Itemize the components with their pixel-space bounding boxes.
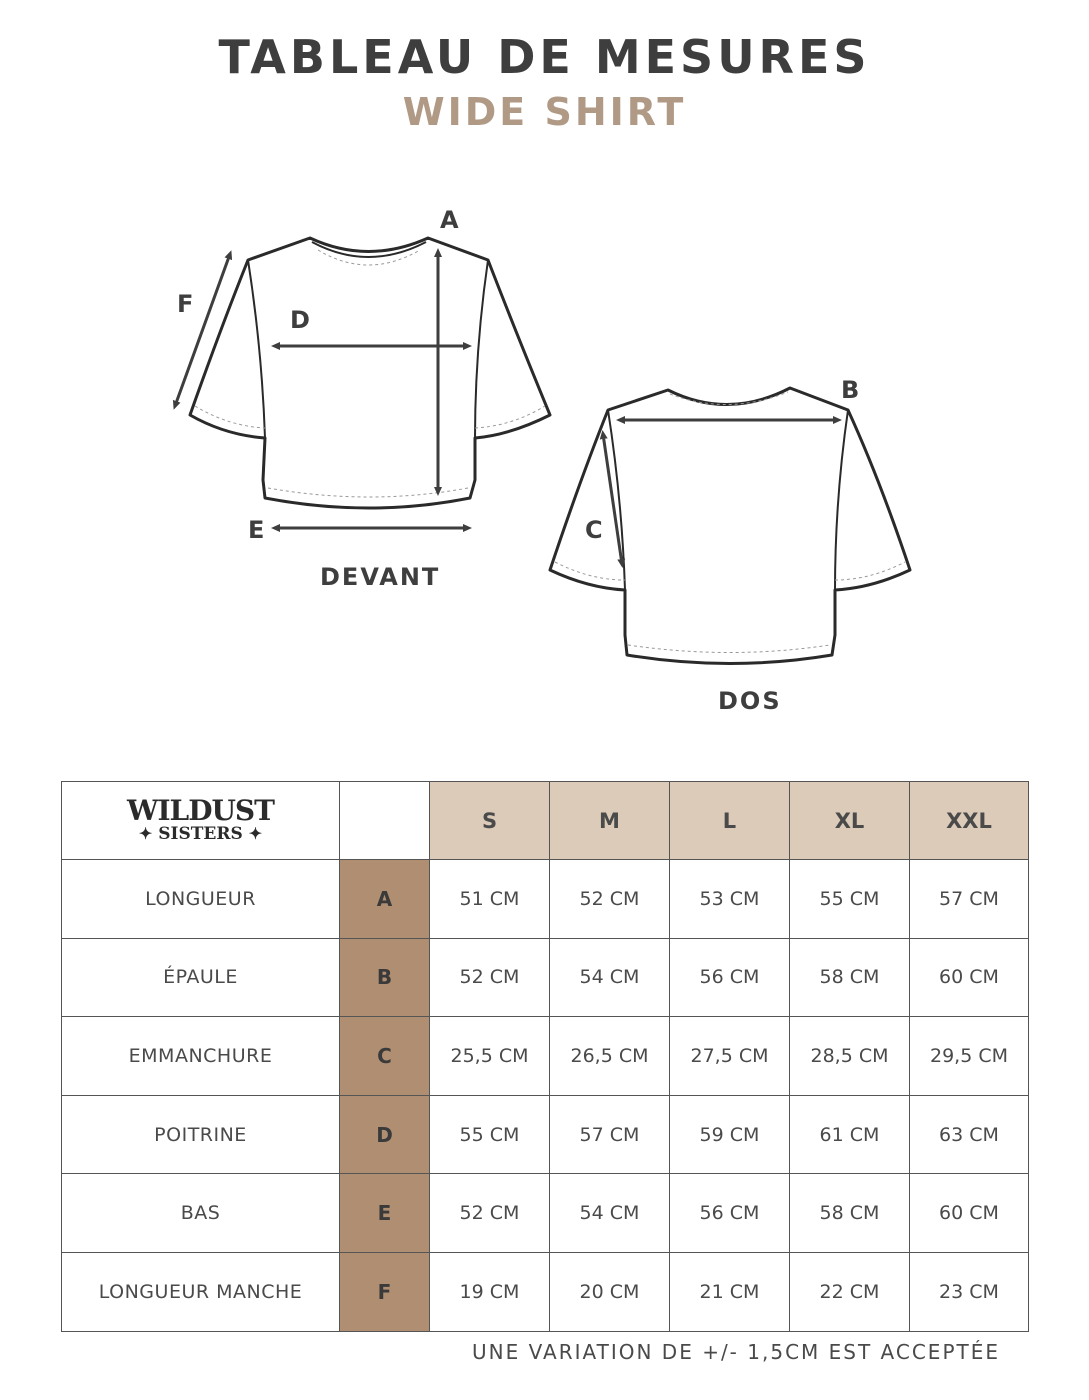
measure-code: A <box>340 860 430 939</box>
size-header-s: S <box>430 782 550 860</box>
table-row <box>62 1252 1029 1331</box>
logo-line2-wrap <box>139 824 262 844</box>
measure-value: 55 CM <box>430 1095 550 1174</box>
back-shirt <box>550 388 910 664</box>
page-title: TABLEAU DE MESURES <box>218 30 871 84</box>
measure-code: B <box>340 938 430 1017</box>
measure-value: 29,5 CM <box>910 1017 1029 1096</box>
label-a: A <box>440 206 459 234</box>
table-header-row <box>62 782 1029 860</box>
label-d: D <box>290 306 310 334</box>
measure-value: 54 CM <box>550 938 670 1017</box>
measure-value: 21 CM <box>670 1252 790 1331</box>
front-caption: DEVANT <box>320 563 441 591</box>
size-table <box>61 781 1029 1332</box>
table-row <box>62 1017 1029 1096</box>
garment-diagram <box>0 180 1089 740</box>
table-row <box>62 860 1029 939</box>
logo-line2: SISTERS <box>158 823 243 844</box>
measure-value: 53 CM <box>670 860 790 939</box>
label-e: E <box>248 516 265 544</box>
size-header-xl: XL <box>790 782 910 860</box>
empty-header-cell <box>340 782 430 860</box>
measure-value: 20 CM <box>550 1252 670 1331</box>
page-subtitle: WIDE SHIRT <box>402 90 687 134</box>
measure-value: 63 CM <box>910 1095 1029 1174</box>
table-row <box>62 1174 1029 1253</box>
tshirt-illustrations <box>0 180 1089 740</box>
measure-value: 52 CM <box>430 938 550 1017</box>
measure-value: 22 CM <box>790 1252 910 1331</box>
star-icon: ✦ <box>138 823 153 843</box>
measure-value: 56 CM <box>670 938 790 1017</box>
logo-cell <box>62 782 340 860</box>
size-header-l: L <box>670 782 790 860</box>
measure-value: 54 CM <box>550 1174 670 1253</box>
measure-label: POITRINE <box>62 1095 340 1174</box>
measure-value: 58 CM <box>790 938 910 1017</box>
measure-code: D <box>340 1095 430 1174</box>
measure-value: 19 CM <box>430 1252 550 1331</box>
star-icon: ✦ <box>248 823 263 843</box>
measure-value: 23 CM <box>910 1252 1029 1331</box>
measure-value: 52 CM <box>550 860 670 939</box>
label-c: C <box>585 516 603 544</box>
measure-value: 59 CM <box>670 1095 790 1174</box>
logo-line1: WILDUST <box>127 793 274 827</box>
brand-logo <box>62 793 339 844</box>
tolerance-note: UNE VARIATION DE +/- 1,5CM EST ACCEPTÉE <box>472 1340 1000 1364</box>
front-shirt <box>190 238 550 508</box>
table-row <box>62 1095 1029 1174</box>
measure-value: 57 CM <box>550 1095 670 1174</box>
measure-value: 56 CM <box>670 1174 790 1253</box>
measure-value: 25,5 CM <box>430 1017 550 1096</box>
measure-value: 26,5 CM <box>550 1017 670 1096</box>
measure-value: 61 CM <box>790 1095 910 1174</box>
measure-value: 51 CM <box>430 860 550 939</box>
back-caption: DOS <box>718 687 782 715</box>
measure-value: 60 CM <box>910 1174 1029 1253</box>
size-header-m: M <box>550 782 670 860</box>
measure-value: 27,5 CM <box>670 1017 790 1096</box>
measure-label: LONGUEUR <box>62 860 340 939</box>
measure-code: E <box>340 1174 430 1253</box>
measure-value: 58 CM <box>790 1174 910 1253</box>
measure-code: C <box>340 1017 430 1096</box>
measure-label: EMMANCHURE <box>62 1017 340 1096</box>
measure-label: BAS <box>62 1174 340 1253</box>
measure-value: 60 CM <box>910 938 1029 1017</box>
label-f: F <box>177 290 194 318</box>
measure-label: ÉPAULE <box>62 938 340 1017</box>
measure-code: F <box>340 1252 430 1331</box>
measure-value: 57 CM <box>910 860 1029 939</box>
measure-value: 55 CM <box>790 860 910 939</box>
measure-value: 52 CM <box>430 1174 550 1253</box>
table-row <box>62 938 1029 1017</box>
measure-value: 28,5 CM <box>790 1017 910 1096</box>
measure-label: LONGUEUR MANCHE <box>62 1252 340 1331</box>
size-header-xxl: XXL <box>910 782 1029 860</box>
label-b: B <box>841 376 860 404</box>
